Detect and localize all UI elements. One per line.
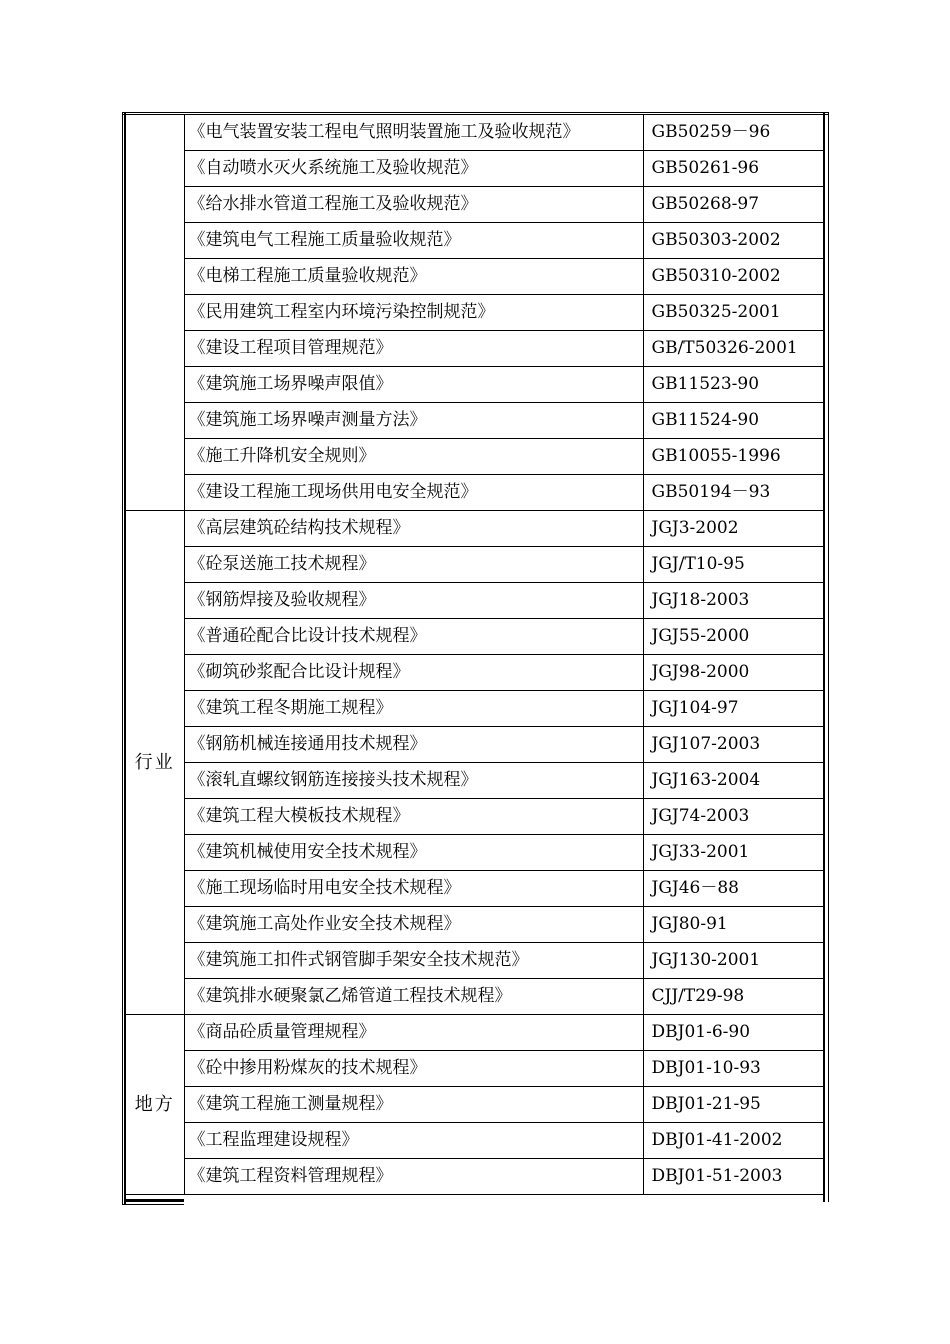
standard-code-cell: GB50261-96 [643,151,824,187]
standard-code-cell: JGJ74-2003 [643,799,824,835]
table-row [126,1015,824,1051]
standard-name-cell: 《建筑施工场界噪声限值》 [184,367,643,403]
standard-name-cell: 《高层建筑砼结构技术规程》 [184,511,643,547]
standard-code-cell: JGJ107-2003 [643,727,824,763]
standard-code-cell: JGJ130-2001 [643,943,824,979]
table-row [126,475,824,511]
standard-name-cell: 《建筑工程资料管理规程》 [184,1159,643,1195]
standard-name-cell: 《建筑电气工程施工质量验收规范》 [184,223,643,259]
standard-code-cell: DBJ01-6-90 [643,1015,824,1051]
standard-name-cell: 《施工升降机安全规则》 [184,439,643,475]
standard-name-cell: 《工程监理建设规程》 [184,1123,643,1159]
standard-code-cell: JGJ98-2000 [643,655,824,691]
standard-name-cell: 《电梯工程施工质量验收规范》 [184,259,643,295]
standard-name-cell: 《自动喷水灭火系统施工及验收规范》 [184,151,643,187]
table-row [126,439,824,475]
table-row [126,259,824,295]
table-row [126,511,824,547]
standard-code-cell: GB50194－93 [643,475,824,511]
table-row [126,1159,824,1195]
table-row [126,799,824,835]
table-row [126,151,824,187]
table-row [126,403,824,439]
table-row [126,1087,824,1123]
table-row [126,115,824,151]
category-cell: 地方 [126,1015,184,1195]
standard-name-cell: 《建筑工程大模板技术规程》 [184,799,643,835]
category-cell [126,115,184,511]
table-row [126,763,824,799]
standard-code-cell: JGJ104-97 [643,691,824,727]
table-row [126,979,824,1015]
standard-name-cell: 《砼泵送施工技术规程》 [184,547,643,583]
table-row [126,691,824,727]
standard-name-cell: 《建设工程项目管理规范》 [184,331,643,367]
standard-code-cell: GB50268-97 [643,187,824,223]
standard-code-cell: GB50325-2001 [643,295,824,331]
table-row [126,943,824,979]
standard-code-cell: GB10055-1996 [643,439,824,475]
standard-code-cell: JGJ80-91 [643,907,824,943]
table-row [126,1123,824,1159]
standard-name-cell: 《建筑施工场界噪声测量方法》 [184,403,643,439]
standard-code-cell: GB/T50326-2001 [643,331,824,367]
category-cell: 行业 [126,511,184,1015]
table-row [126,583,824,619]
standard-name-cell: 《建筑排水硬聚氯乙烯管道工程技术规程》 [184,979,643,1015]
table-row [126,547,824,583]
table-row [126,367,824,403]
standard-code-cell: JGJ55-2000 [643,619,824,655]
standards-table-body [126,115,824,1195]
standard-code-cell: GB50259－96 [643,115,824,151]
standard-name-cell: 《建筑工程施工测量规程》 [184,1087,643,1123]
standard-name-cell: 《建筑机械使用安全技术规程》 [184,835,643,871]
table-row [126,907,824,943]
standard-code-cell: JGJ/T10-95 [643,547,824,583]
standard-name-cell: 《施工现场临时用电安全技术规程》 [184,871,643,907]
standard-name-cell: 《给水排水管道工程施工及验收规范》 [184,187,643,223]
standard-code-cell: GB11523-90 [643,367,824,403]
standard-code-cell: DBJ01-41-2002 [643,1123,824,1159]
standard-code-cell: DBJ01-21-95 [643,1087,824,1123]
standard-name-cell: 《砼中掺用粉煤灰的技术规程》 [184,1051,643,1087]
standard-name-cell: 《普通砼配合比设计技术规程》 [184,619,643,655]
standard-name-cell: 《建筑工程冬期施工规程》 [184,691,643,727]
standard-code-cell: GB50310-2002 [643,259,824,295]
table-row [126,835,824,871]
standard-name-cell: 《建设工程施工现场供用电安全规范》 [184,475,643,511]
standard-name-cell: 《建筑施工高处作业安全技术规程》 [184,907,643,943]
standard-code-cell: GB11524-90 [643,403,824,439]
standard-name-cell: 《民用建筑工程室内环境污染控制规范》 [184,295,643,331]
standard-name-cell: 《电气装置安装工程电气照明装置施工及验收规范》 [184,115,643,151]
table-bottom-mark [126,1199,184,1202]
table-row [126,223,824,259]
standard-code-cell: DBJ01-10-93 [643,1051,824,1087]
table-row [126,727,824,763]
table-row [126,619,824,655]
standard-code-cell: JGJ46－88 [643,871,824,907]
table-row [126,295,824,331]
table-row [126,655,824,691]
standards-table [126,115,824,1195]
standard-code-cell: JGJ3-2002 [643,511,824,547]
standard-name-cell: 《建筑施工扣件式钢管脚手架安全技术规范》 [184,943,643,979]
table-row [126,1051,824,1087]
standard-code-cell: DBJ01-51-2003 [643,1159,824,1195]
standard-code-cell: JGJ18-2003 [643,583,824,619]
standard-name-cell: 《商品砼质量管理规程》 [184,1015,643,1051]
table-row [126,871,824,907]
standard-code-cell: JGJ163-2004 [643,763,824,799]
standard-code-cell: CJJ/T29-98 [643,979,824,1015]
table-row [126,187,824,223]
standard-code-cell: GB50303-2002 [643,223,824,259]
standard-name-cell: 《砌筑砂浆配合比设计规程》 [184,655,643,691]
standard-name-cell: 《钢筋机械连接通用技术规程》 [184,727,643,763]
standard-code-cell: JGJ33-2001 [643,835,824,871]
table-bottom-line [122,1204,184,1205]
standard-name-cell: 《滚轧直螺纹钢筋连接接头技术规程》 [184,763,643,799]
standard-name-cell: 《钢筋焊接及验收规程》 [184,583,643,619]
table-row [126,331,824,367]
